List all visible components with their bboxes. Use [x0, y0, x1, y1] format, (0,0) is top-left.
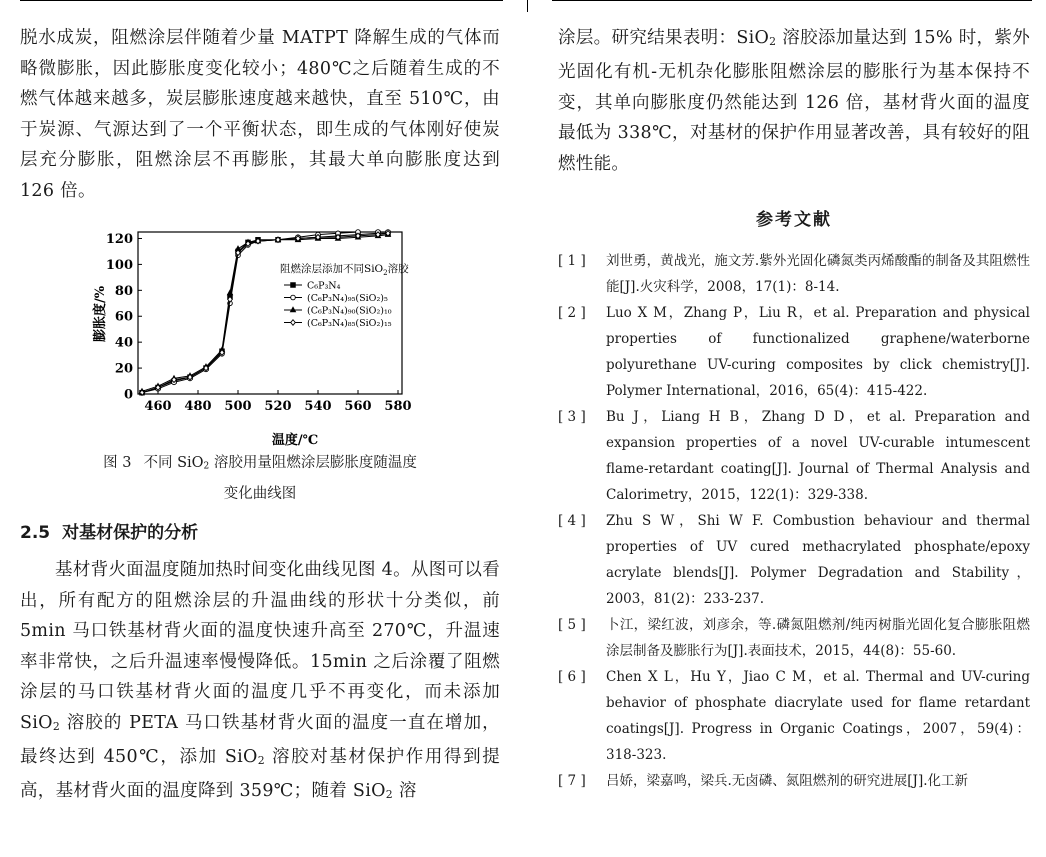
legend-entries — [284, 281, 392, 330]
reference-text: Chen X L，Hu Y，Jiao C M，et al. Thermal and UV-curing behavior of phosphate diacrylate used for flame retardant coatings[J]. Progress in Organic Coatings，2007，59(4)：318-323. — [606, 669, 1030, 764]
x-tick-label: 560 — [344, 399, 372, 414]
right-intro-pre: 涂层。研究结果表明：SiO — [558, 28, 770, 48]
reference-item — [558, 404, 1030, 508]
x-tick-label: 580 — [384, 399, 412, 414]
y-tick-label: 0 — [123, 387, 133, 403]
right-intro-post: 溶胶添加量达到 15% 时，紫外光固化有机-无机杂化膨胀阻燃涂层的膨胀行为基本保持不变，其单向膨胀度仍然能达到 126 倍，基材背火面的温度最低为 338℃，对基材的保护作用显著改善，具有较好的阻燃性能。 — [558, 28, 1030, 174]
sio2-sub-3: 2 — [385, 788, 393, 802]
reference-item — [558, 248, 1030, 300]
data-point — [290, 307, 295, 312]
y-tick-label: 40 — [114, 335, 133, 351]
reference-text: 卜江，梁红波，刘彦余，等.磷氮阻燃剂/纯丙树脂光固化复合膨胀阻燃涂层制备及膨胀行为[J].表面技术，2015，44(8)：55-60. — [606, 617, 1030, 660]
legend-label: (C₆P₃N₄)₉₀(SiO₂)₁₀ — [307, 305, 392, 317]
reference-text: 刘世勇，黄战光，施文芳.紫外光固化磷氮类丙烯酸酯的制备及其阻燃性能[J].火灾科学，2008，17(1)：8-14. — [606, 253, 1030, 296]
legend-title-post: 溶胶 — [387, 263, 409, 275]
right-column — [558, 0, 1030, 794]
legend-title-pre: 阻燃涂层添加不同SiO — [280, 263, 384, 275]
reference-item — [558, 508, 1030, 612]
reference-text: Zhu S W，Shi W F. Combustion behaviour and thermal properties of UV cured methacrylated phosphate/epoxy acrylate blends[J]. Polymer Degradation and Stability，2003，81(2)：233-237. — [606, 513, 1030, 608]
section-number: 2.5 — [20, 523, 51, 543]
y-tick-label: 120 — [105, 231, 133, 247]
reference-text: Luo X M，Zhang P，Liu R，et al. Preparation and physical properties of functionalized graphene/waterborne polyurethane UV-curing composites by click chemistry[J]. Polymer International，2016，65(4)：415-422. — [606, 305, 1030, 400]
reference-number: [ 2 ] — [558, 305, 586, 322]
left-intro-paragraph: 脱水成炭，阻燃涂层伴随着少量 MATPT 降解生成的气体而略微膨胀，因此膨胀度变化较小；480℃之后随着生成的不燃气体越来越多，炭层膨胀速度越来越快，直至 510℃，由于炭源、气源达到了一个平衡状态，即生成的气体刚好使炭层充分膨胀，阻燃涂层不再膨胀，其最大单向膨胀度达到 126 倍。 — [20, 28, 500, 201]
reference-number: [ 6 ] — [558, 669, 586, 686]
left-column — [20, 0, 500, 802]
caption-line-2: 变化曲线图 — [223, 485, 297, 502]
column-divider — [527, 0, 528, 12]
section-heading — [20, 518, 198, 543]
x-tick-label: 500 — [224, 399, 252, 414]
reference-item — [558, 612, 1030, 664]
section-body — [20, 555, 500, 811]
section-text-3: 溶胶对基材保护作用得到提高，基材背火面的温度降到 359℃；随着 SiO — [20, 746, 500, 802]
reference-number: [ 1 ] — [558, 253, 586, 270]
caption-sub: 2 — [203, 461, 210, 472]
expansion-chart — [20, 222, 500, 447]
reference-number: [ 3 ] — [558, 409, 586, 426]
caption-pre: 不同 SiO — [143, 455, 204, 471]
reference-item — [558, 300, 1030, 404]
reference-text: Bu J，Liang H B，Zhang D D，et al. Preparation and expansion properties of a novel UV-curable intumescent flame-retardant coating[J]. Journal of Thermal Analysis and Calorimetry，2015，122(1)：329-338. — [606, 409, 1030, 504]
chart-legend — [280, 262, 409, 329]
legend-label: (C₆P₃N₄)₉₅(SiO₂)₅ — [307, 293, 388, 304]
y-tick-label: 60 — [114, 309, 133, 325]
legend-title — [280, 262, 409, 277]
figure-number: 图 3 — [103, 455, 132, 471]
y-tick-label: 100 — [105, 257, 133, 273]
reference-item — [558, 664, 1030, 768]
y-tick-label: 20 — [114, 361, 133, 377]
reference-text: 吕娇，梁嘉鸣，梁兵.无卤磷、氮阻燃剂的研究进展[J].化工新 — [606, 773, 969, 790]
sio2-sub-2: 2 — [257, 753, 265, 767]
references-list — [558, 248, 1030, 794]
section-title: 对基材保护的分析 — [62, 523, 199, 543]
sio2-sub-right: 2 — [769, 34, 777, 48]
caption-post: 溶胶用量阻燃涂层膨胀度随温度 — [209, 455, 417, 471]
reference-number: [ 4 ] — [558, 513, 586, 530]
x-tick-label: 460 — [144, 399, 172, 414]
data-point — [291, 320, 296, 326]
caption-line-1 — [20, 450, 500, 481]
section-text-1: 基材背火面温度随加热时间变化曲线见图 4。从图可以看出，所有配方的阻燃涂层的升温曲线的形状十分类似，前 5min 马口铁基材背火面的温度快速升高至 270℃，升温速率非常快，之后升温速率慢慢降低。15min 之后涂覆了阻燃涂层的马口铁基材背火面的温度几乎不再变化，而未添加 SiO — [20, 560, 500, 733]
data-point — [291, 283, 296, 288]
x-axis-label: 温度/℃ — [271, 433, 319, 447]
right-intro-paragraph — [558, 23, 1030, 179]
x-tick-label: 480 — [184, 399, 212, 414]
reference-number: [ 5 ] — [558, 617, 586, 634]
data-point — [291, 295, 296, 300]
figure-caption — [20, 450, 500, 508]
section-text-2: 溶胶的 PETA 马口铁基材背火面的温度一直在增加，最终达到 450℃，添加 SiO — [20, 712, 500, 767]
x-tick-label: 540 — [304, 399, 332, 414]
reference-number: [ 7 ] — [558, 773, 586, 790]
section-paragraph — [20, 555, 500, 811]
legend-label: C₆P₃N₄ — [307, 280, 341, 292]
sio2-sub-1: 2 — [52, 719, 61, 733]
references-heading: 参考文献 — [756, 210, 832, 231]
reference-item — [558, 768, 1030, 794]
legend-title-sub: 2 — [383, 269, 388, 277]
legend-label: (C₆P₃N₄)₈₅(SiO₂)₁₅ — [307, 318, 392, 329]
x-tick-label: 520 — [264, 399, 292, 414]
y-axis-label: 膨胀度/% — [93, 285, 108, 343]
y-tick-label: 80 — [114, 283, 133, 299]
section-text-4: 溶 — [392, 781, 417, 802]
